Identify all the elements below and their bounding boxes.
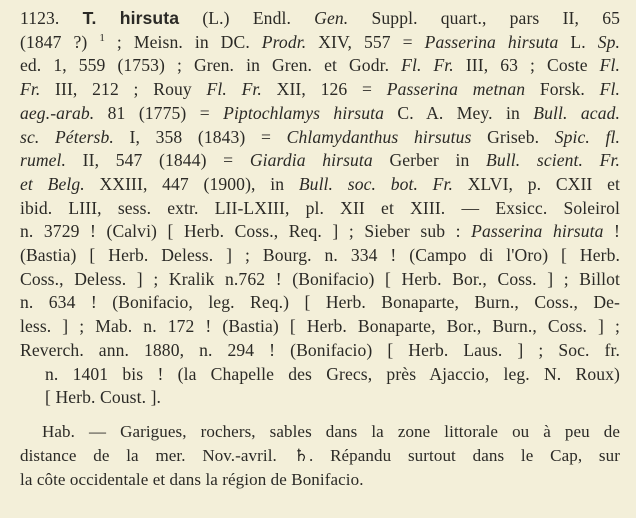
- text-run: less. ] ; Mab. n. 172 ! (Bastia) [ Herb. Bonaparte, Bor., Burn., Coss. ] ;: [20, 316, 620, 337]
- text-run: ibid. LIII, sess. extr. LII-LXIII, pl. XII et XIII. — Exsicc. Soleirol: [20, 197, 620, 218]
- entry-line: [20, 339, 620, 363]
- entry-line: [20, 386, 620, 410]
- habitat-line: la côte occidentale et dans la région de Bonifacio.: [20, 470, 364, 490]
- entry-number: 1123.: [20, 8, 60, 28]
- text-run: Griseb.: [471, 126, 555, 147]
- text-run: !: [603, 221, 620, 242]
- italic-text: Passerina hirsuta: [424, 31, 559, 52]
- italic-text: Fr.: [20, 79, 41, 100]
- text-run: ; Meisn. in DC.: [104, 31, 262, 52]
- footnote-marker: 1: [99, 31, 105, 44]
- italic-text: Passerina hirsuta: [471, 221, 604, 242]
- italic-text: Fl. Fr.: [401, 55, 454, 76]
- habitat-line: Hab. — Garigues, rochers, sables dans la zone littorale ou à peu de: [42, 421, 620, 441]
- text-run: n. 634 ! (Bonifacio, leg. Req.) [ Herb. Bonaparte, Burn., Coss., De-: [20, 292, 620, 313]
- italic-text: rumel.: [20, 150, 67, 171]
- entry-line: [20, 78, 620, 102]
- italic-text: Fl.: [599, 79, 620, 100]
- text-run: (1847 ?): [20, 31, 100, 52]
- entry-line: [20, 31, 620, 55]
- text-run: Suppl. quart., pars II, 65: [348, 8, 621, 28]
- italic-text: Bull. soc. bot. Fr.: [298, 173, 454, 194]
- entry-line: [20, 7, 620, 31]
- text-run: Gerber in: [372, 150, 487, 171]
- italic-text: Gen.: [314, 8, 349, 28]
- entry-line: [20, 268, 620, 292]
- text-run: C. A. Mey. in: [384, 102, 534, 123]
- text-run: 81 (1775) =: [94, 102, 224, 123]
- italic-text: Chlamydanthus hirsutus: [286, 126, 472, 147]
- text-run: ed. 1, 559 (1753) ; Gren. in Gren. et Godr.: [20, 55, 402, 76]
- text-run: II, 547 (1844) =: [66, 150, 250, 171]
- entry-line: [20, 244, 620, 268]
- italic-text: Spic. fl.: [554, 126, 620, 147]
- entry-line: [20, 149, 620, 173]
- entry-line: [20, 102, 620, 126]
- text-run: XIV, 557 =: [306, 31, 425, 52]
- italic-text: aeg.-arab.: [20, 102, 95, 123]
- italic-text: Sp.: [597, 31, 620, 52]
- text-run: XII, 126 =: [261, 79, 387, 100]
- text-run: (Bastia) [ Herb. Deless. ] ; Bourg. n. 334 ! (Campo di l'Oro) [ Herb.: [20, 245, 620, 266]
- text-run: I, 358 (1843) =: [113, 126, 287, 147]
- habitat-line: distance de la mer. Nov.-avril. ♄. Répandu surtout dans le Cap, sur: [20, 446, 620, 466]
- entry-line: [20, 315, 620, 339]
- italic-text: Piptochlamys hirsuta: [223, 102, 384, 123]
- text-run: Reverch. ann. 1880, n. 294 ! (Bonifacio) [ Herb. Laus. ] ; Soc. fr.: [20, 339, 620, 360]
- italic-text: Passerina metnan: [386, 79, 526, 100]
- entry-line: [20, 363, 620, 387]
- text-run: Coss., Deless. ] ; Kralik n.762 ! (Bonifacio) [ Herb. Bor., Coss. ] ; Billot: [20, 268, 620, 289]
- species-name: hirsuta: [119, 8, 180, 28]
- italic-text: Bull. scient. Fr.: [486, 150, 620, 171]
- italic-text: Fl. Fr.: [206, 79, 262, 100]
- text-run: n. 1401 bis ! (la Chapelle des Grecs, près Ajaccio, leg. N. Roux): [45, 363, 620, 384]
- entry-line: [20, 197, 620, 221]
- text-run: XXIII, 447 (1900), in: [84, 173, 299, 194]
- italic-text: Giardia hirsuta: [249, 150, 373, 171]
- entry-line: [20, 173, 620, 197]
- italic-text: et Belg.: [20, 173, 85, 194]
- text-run: n. 3729 ! (Calvi) [ Herb. Coss., Req. ] ; Sieber sub :: [20, 221, 472, 242]
- entry-line: [20, 291, 620, 315]
- text-run: (L.) Endl.: [202, 8, 315, 28]
- species-entry: [20, 7, 620, 410]
- entry-line: [20, 220, 620, 244]
- italic-text: Prodr.: [261, 31, 307, 52]
- italic-text: Fl.: [599, 55, 620, 76]
- entry-line: [20, 126, 620, 150]
- entry-line: [20, 54, 620, 78]
- text-run: L.: [558, 31, 598, 52]
- italic-text: sc. Pétersb.: [20, 126, 114, 147]
- habitat-paragraph: [20, 420, 620, 493]
- text-run: XLVI, p. CXII et: [453, 173, 620, 194]
- text-run: [ Herb. Coust. ].: [45, 387, 162, 408]
- text-run: III, 212 ; Rouy: [40, 79, 207, 100]
- text-run: III, 63 ; Coste: [453, 55, 600, 76]
- italic-text: Bull. acad.: [533, 102, 620, 123]
- text-run: Forsk.: [525, 79, 600, 100]
- genus-abbreviation: T.: [82, 8, 97, 28]
